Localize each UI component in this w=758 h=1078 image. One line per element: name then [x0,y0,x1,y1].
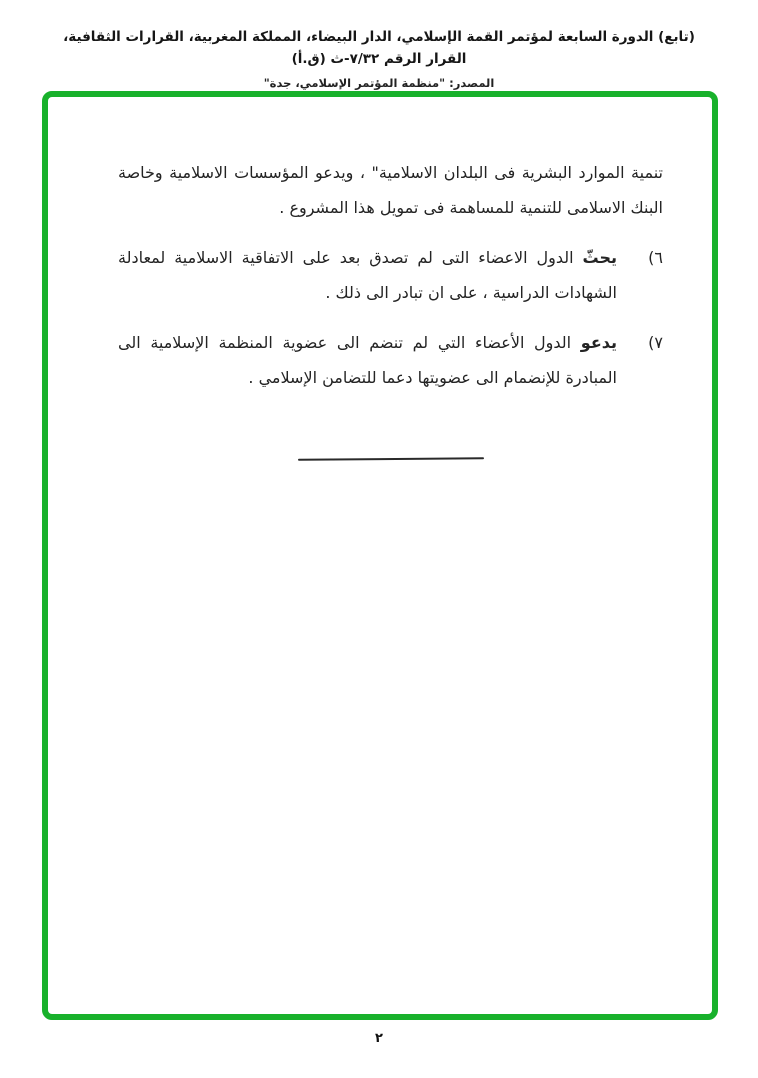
item-lead-word: يحثّ [582,248,617,267]
intro-paragraph: تنمية الموارد البشرية فى البلدان الاسلامية" ، ويدعو المؤسسات الاسلامية وخاصة البنك الاسلامى للتنمية للمساهمة فى تمويل هذا المشروع . [118,163,663,217]
resolution-item-6 [118,240,663,310]
resolution-item-7 [118,325,663,395]
item-text: الدول الاعضاء التى لم تصدق بعد على الاتفاقية الاسلامية لمعادلة الشهادات الدراسية ، على ان تبادر الى ذلك . [118,248,617,302]
section-divider-line [297,457,483,461]
item-number: ٧) [648,333,663,352]
page-number: ٢ [375,1031,383,1046]
item-text-block [118,240,617,310]
header-citation-line: (تابع) الدورة السابعة لمؤتمر القمة الإسلامي، الدار البيضاء، المملكة المغربية، القرارات الثقافية، القرار الرقم ٧/٣٢-ث (ق.أ) [63,29,695,67]
header-source-line: المصدر: "منظمة المؤتمر الإسلامي، جدة" [263,76,495,90]
item-number: ٦) [648,248,663,267]
document-body [118,155,663,460]
item-lead-word: يدعو [580,333,617,352]
page-border-frame [42,91,718,1020]
document-header [0,0,758,90]
item-text-block [118,325,617,395]
item-text: الدول الأعضاء التي لم تنضم الى عضوية المنظمة الإسلامية الى المبادرة للإنضمام الى عضويتها دعما للتضامن الإسلامي . [118,333,617,387]
